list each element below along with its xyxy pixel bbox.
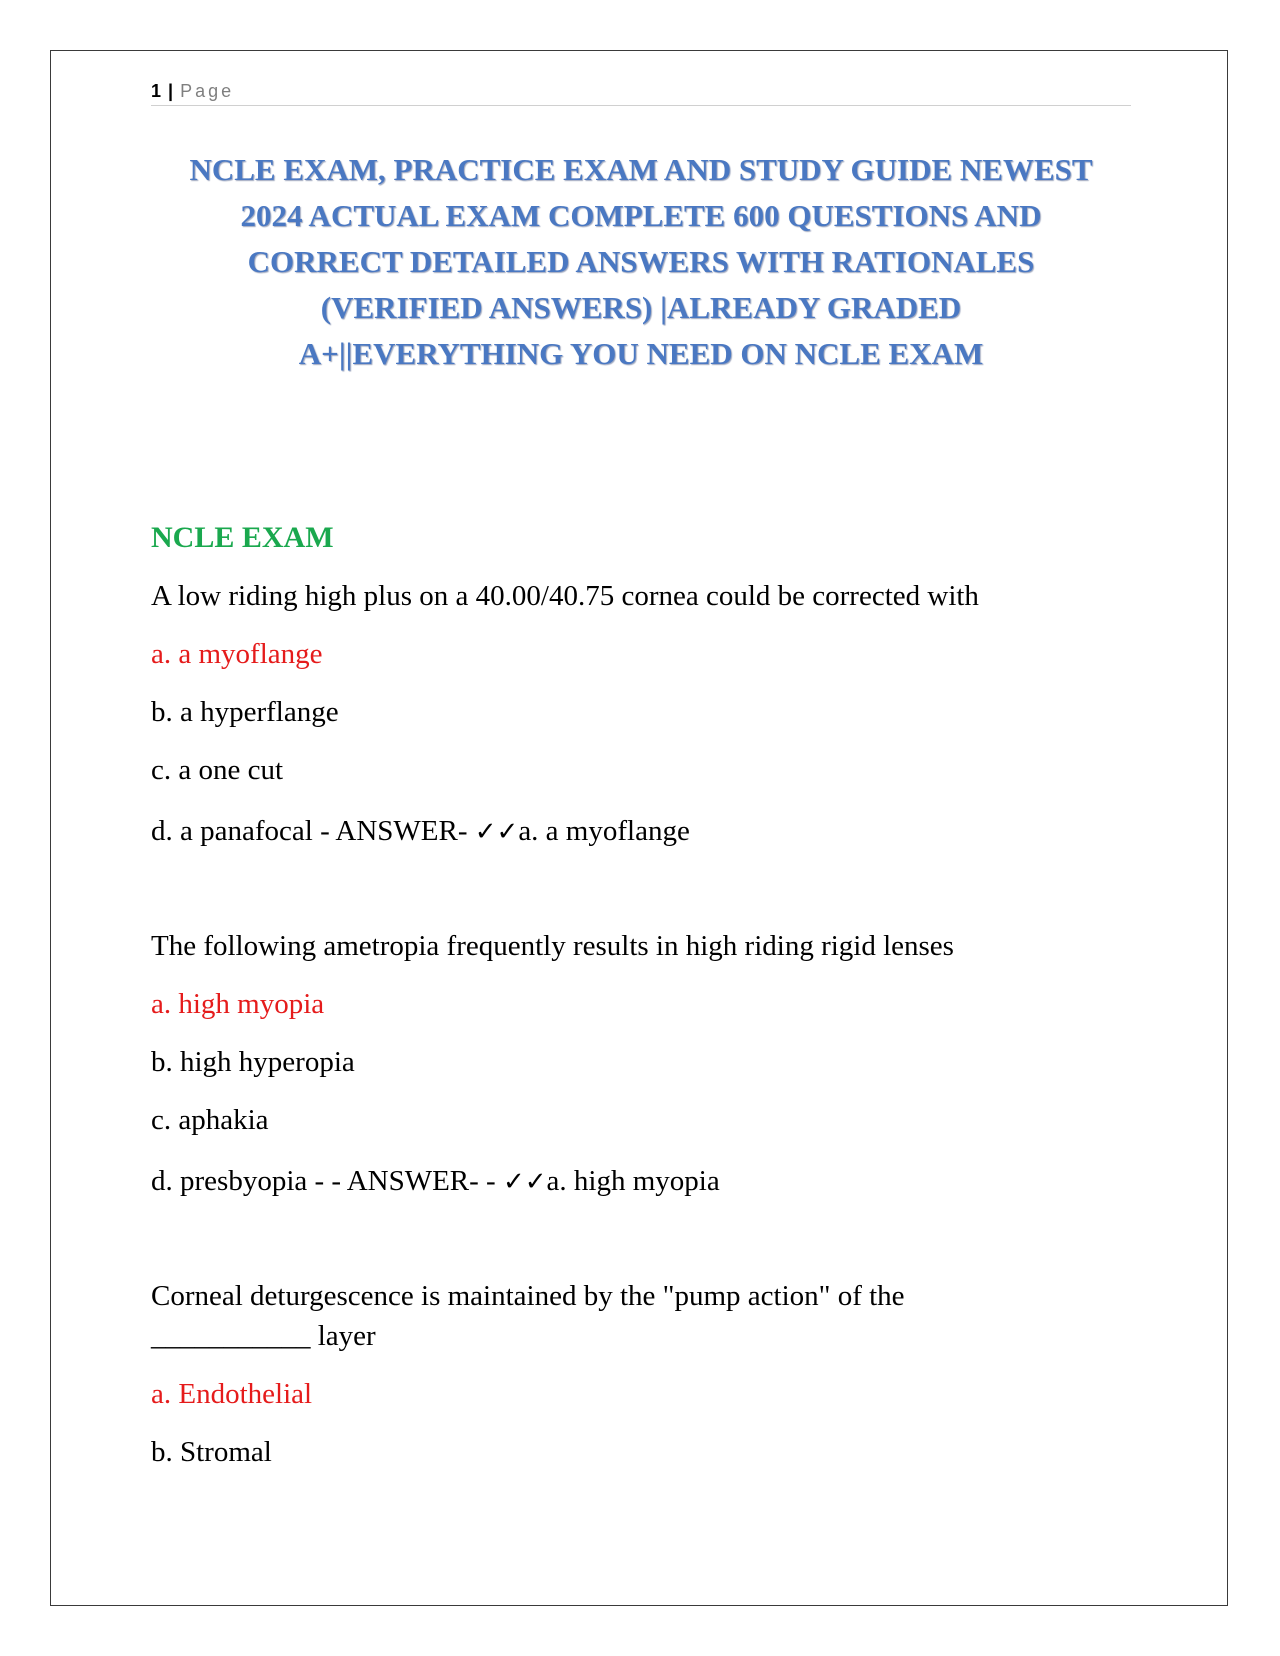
answer-text: a. a myoflange: [518, 815, 690, 847]
title-line: NCLE EXAM, PRACTICE EXAM AND STUDY GUIDE NEWEST: [189, 152, 1093, 187]
question-text-line: ___________ layer: [151, 1320, 376, 1352]
question-text: The following ametropia frequently results in high riding rigid lenses: [151, 930, 954, 962]
question-block: [151, 1267, 1131, 1481]
question-text: [151, 1267, 1131, 1365]
spacer: [151, 859, 1131, 917]
title-line: CORRECT DETAILED ANSWERS WITH RATIONALES: [247, 244, 1035, 279]
check-icon: ✓✓: [502, 1167, 547, 1197]
option: c. a one cut: [151, 754, 284, 786]
option: b. Stromal: [151, 1436, 272, 1468]
title-line: (VERIFIED ANSWERS) |ALREADY GRADED: [320, 290, 962, 325]
page-label: Page: [180, 81, 235, 101]
question-text-line: Corneal deturgescence is maintained by the "pump action" of the: [151, 1280, 905, 1312]
option: c. aphakia: [151, 1104, 269, 1136]
title-line: 2024 ACTUAL EXAM COMPLETE 600 QUESTIONS AND: [240, 198, 1042, 233]
document-page: [50, 50, 1228, 1606]
answer-line: [151, 799, 1131, 859]
option-correct: a. Endothelial: [151, 1378, 313, 1410]
option: b. a hyperflange: [151, 696, 339, 728]
question-block: [151, 917, 1131, 1209]
spacer: [151, 1209, 1131, 1267]
title-line: A+||EVERYTHING YOU NEED ON NCLE EXAM: [298, 336, 984, 371]
option-prefix: d. a panafocal - ANSWER-: [151, 815, 475, 847]
page-header: [151, 81, 1131, 106]
question-text: A low riding high plus on a 40.00/40.75 cornea could be corrected with: [151, 580, 979, 612]
option-correct: a. a myoflange: [151, 638, 323, 670]
document-body: [151, 509, 1131, 1481]
document-title: [151, 147, 1131, 377]
question-block: [151, 567, 1131, 859]
option-prefix: d. presbyopia - - ANSWER- -: [151, 1165, 503, 1197]
option-correct: a. high myopia: [151, 988, 325, 1020]
section-heading: NCLE EXAM: [151, 521, 334, 554]
answer-text: a. high myopia: [546, 1165, 720, 1197]
check-icon: ✓✓: [474, 817, 519, 847]
option: b. high hyperopia: [151, 1046, 355, 1078]
answer-line: [151, 1149, 1131, 1209]
page-number: 1: [151, 81, 162, 101]
page-separator: |: [168, 81, 174, 101]
